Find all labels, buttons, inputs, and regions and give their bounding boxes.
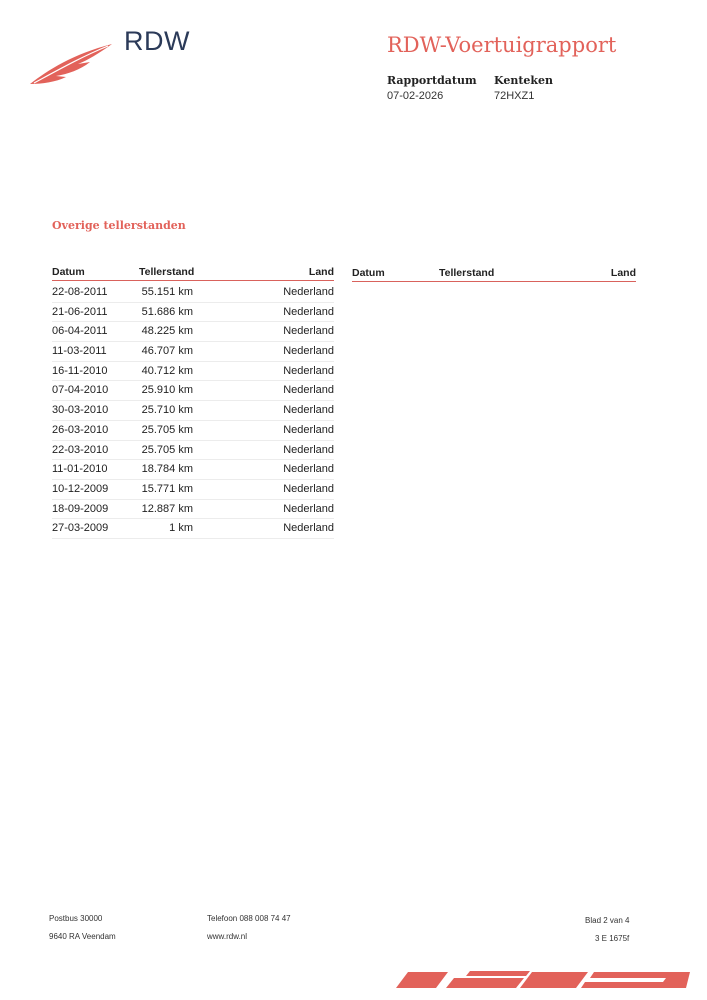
report-title: RDW-Voertuigrapport	[387, 33, 617, 57]
table-row	[52, 480, 334, 500]
table-header	[52, 266, 334, 281]
row-odometer: 18.784 km	[141, 463, 193, 476]
row-odometer: 51.686 km	[141, 305, 193, 318]
table-row	[52, 401, 334, 421]
row-country: Nederland	[283, 325, 334, 338]
row-odometer: 12.887 km	[141, 502, 193, 515]
row-date: 22-03-2010	[52, 443, 109, 456]
footer-city: 9640 RA Veendam	[49, 932, 116, 941]
row-date: 06-04-2011	[52, 325, 108, 338]
row-country: Nederland	[283, 286, 334, 298]
table-row	[52, 283, 334, 303]
plate-value: 72HXZ1	[494, 90, 535, 102]
row-country: Nederland	[283, 364, 334, 377]
row-date: 22-08-2011	[52, 286, 108, 298]
row-date: 10-12-2009	[52, 482, 109, 495]
header-odometer: Tellerstand	[439, 267, 495, 279]
table-row	[52, 441, 334, 461]
row-country: Nederland	[283, 443, 334, 456]
table-row	[52, 519, 334, 539]
row-date: 21-06-2011	[52, 305, 108, 318]
row-country: Nederland	[283, 404, 334, 417]
row-odometer: 48.225 km	[141, 325, 193, 338]
table-row	[52, 342, 334, 362]
table-rows	[52, 281, 334, 539]
row-odometer: 40.712 km	[141, 364, 193, 377]
row-date: 11-03-2011	[52, 345, 107, 358]
row-date: 30-03-2010	[52, 404, 109, 417]
plate-label: Kenteken	[494, 74, 554, 87]
footer-stripe-decoration	[396, 968, 692, 992]
row-country: Nederland	[283, 345, 334, 358]
footer-website: www.rdw.nl	[207, 932, 248, 941]
row-date: 27-03-2009	[52, 522, 109, 535]
header-country: Land	[308, 266, 334, 278]
row-odometer: 15.771 km	[141, 482, 193, 495]
row-odometer: 55.151 km	[141, 286, 193, 298]
header-date: Datum	[52, 266, 85, 278]
row-country: Nederland	[283, 423, 334, 436]
rdw-feather-logo	[28, 40, 114, 86]
row-date: 26-03-2010	[52, 423, 109, 436]
row-odometer: 25.705 km	[141, 443, 193, 456]
row-date: 16-11-2010	[52, 364, 108, 377]
footer-phone: Telefoon 088 008 74 47	[207, 914, 291, 923]
footer-postbus: Postbus 30000	[49, 914, 103, 923]
table-row	[52, 303, 334, 323]
row-country: Nederland	[283, 384, 334, 397]
row-odometer: 25.705 km	[141, 423, 193, 436]
table-row	[52, 460, 334, 480]
brand-name: RDW	[124, 26, 190, 56]
footer-document-code: 3 E 1675f	[595, 934, 630, 943]
row-odometer: 1 km	[169, 522, 193, 535]
row-date: 11-01-2010	[52, 463, 108, 476]
table-row	[52, 362, 334, 382]
row-date: 07-04-2010	[52, 384, 109, 397]
row-country: Nederland	[283, 305, 334, 318]
row-odometer: 25.710 km	[141, 404, 193, 417]
table-row	[52, 381, 334, 401]
row-date: 18-09-2009	[52, 502, 109, 515]
report-date-value: 07-02-2026	[387, 90, 444, 102]
table-row	[52, 322, 334, 342]
row-country: Nederland	[283, 482, 334, 495]
row-country: Nederland	[283, 502, 334, 515]
row-country: Nederland	[283, 463, 334, 476]
row-country: Nederland	[283, 522, 334, 535]
header-odometer: Tellerstand	[139, 266, 195, 278]
report-date-label: Rapportdatum	[387, 74, 477, 87]
row-odometer: 25.910 km	[141, 384, 193, 397]
table-row	[52, 421, 334, 441]
header-date: Datum	[352, 267, 385, 279]
row-odometer: 46.707 km	[141, 345, 193, 358]
table-row	[52, 500, 334, 520]
odometer-table-left	[52, 266, 334, 539]
odometer-table-right	[352, 267, 636, 282]
section-title: Overige tellerstanden	[52, 219, 186, 232]
footer-page-number: Blad 2 van 4	[585, 916, 630, 925]
header-country: Land	[610, 267, 636, 279]
table-header	[352, 267, 636, 282]
